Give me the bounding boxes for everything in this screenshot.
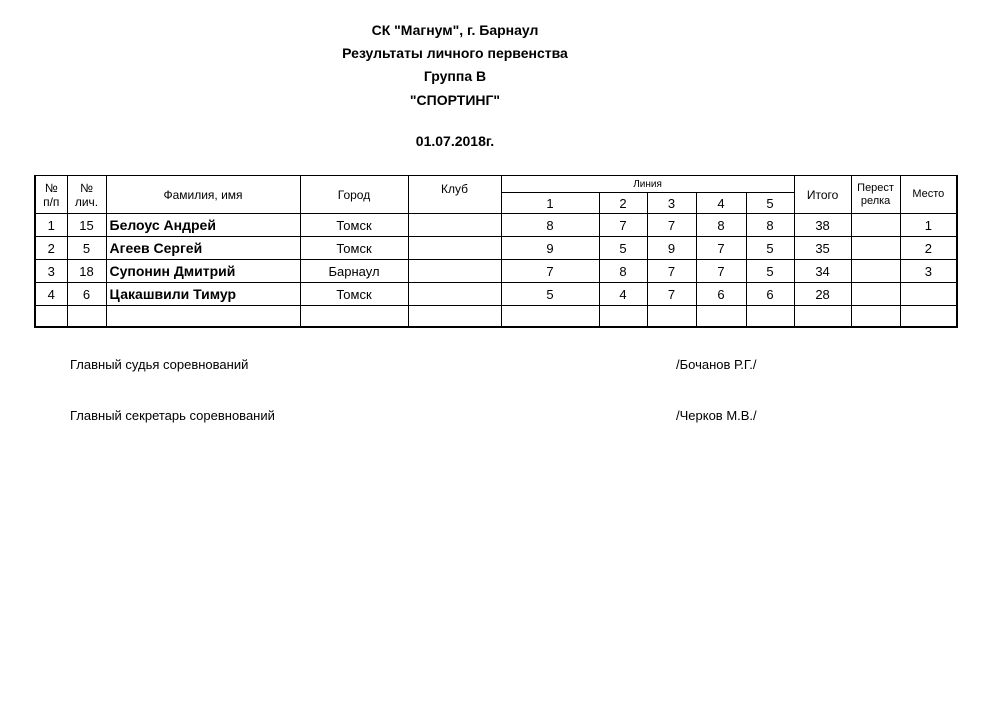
cell-line-score: 5 <box>746 237 794 260</box>
cell-line-score: 7 <box>647 260 696 283</box>
cell-line-score: 8 <box>696 214 746 237</box>
cell-city: Томск <box>300 283 408 306</box>
cell-line-score: 6 <box>746 283 794 306</box>
cell-number: 1 <box>35 214 67 237</box>
cell-city: Томск <box>300 214 408 237</box>
cell-club <box>408 214 501 237</box>
cell-line-score: 5 <box>501 283 599 306</box>
cell-empty <box>35 306 67 328</box>
cell-line-score: 7 <box>647 214 696 237</box>
column-header-club: Клуб <box>408 176 501 214</box>
cell-name: Цакашвили Тимур <box>106 283 300 306</box>
table-header-row <box>35 176 957 193</box>
cell-line-score: 8 <box>599 260 647 283</box>
cell-line-score: 4 <box>599 283 647 306</box>
column-header-city: Город <box>300 176 408 214</box>
cell-city: Барнаул <box>300 260 408 283</box>
cell-number: 2 <box>35 237 67 260</box>
chief-secretary-label: Главный секретарь соревнований <box>70 408 275 423</box>
results-table <box>34 175 958 328</box>
cell-line-score: 9 <box>647 237 696 260</box>
cell-shootoff <box>851 214 900 237</box>
table-row <box>35 283 957 306</box>
line-number-header: 2 <box>599 193 647 214</box>
column-header-shootoff <box>851 176 900 214</box>
cell-line-score: 7 <box>501 260 599 283</box>
cell-license: 6 <box>67 283 106 306</box>
column-header-number-line2: п/п <box>43 194 60 209</box>
line-number-header: 4 <box>696 193 746 214</box>
cell-empty <box>408 306 501 328</box>
cell-license: 15 <box>67 214 106 237</box>
cell-place: 2 <box>900 237 957 260</box>
cell-number: 3 <box>35 260 67 283</box>
column-header-name: Фамилия, имя <box>106 176 300 214</box>
table-row <box>35 237 957 260</box>
cell-line-score: 7 <box>696 260 746 283</box>
column-header-license-line2: лич. <box>74 194 99 209</box>
cell-line-score: 8 <box>746 214 794 237</box>
cell-empty <box>696 306 746 328</box>
cell-place <box>900 283 957 306</box>
cell-total: 28 <box>794 283 851 306</box>
cell-club <box>408 237 501 260</box>
cell-line-score: 9 <box>501 237 599 260</box>
cell-line-score: 7 <box>696 237 746 260</box>
group-title: Группа В <box>423 68 487 84</box>
cell-total: 38 <box>794 214 851 237</box>
cell-shootoff <box>851 283 900 306</box>
column-header-license <box>67 176 106 214</box>
cell-club <box>408 283 501 306</box>
cell-empty <box>300 306 408 328</box>
cell-name: Супонин Дмитрий <box>106 260 300 283</box>
table-row <box>35 260 957 283</box>
cell-empty <box>794 306 851 328</box>
chief-secretary-name: /Черков М.В./ <box>676 408 757 423</box>
column-header-shootoff-line2: релка <box>860 194 891 207</box>
cell-line-score: 7 <box>599 214 647 237</box>
cell-shootoff <box>851 260 900 283</box>
chief-judge-label: Главный судья соревнований <box>70 357 249 372</box>
cell-empty <box>106 306 300 328</box>
column-header-lines: Линия <box>501 176 794 193</box>
column-header-number-line1: № <box>44 180 58 195</box>
cell-license: 5 <box>67 237 106 260</box>
cell-line-score: 5 <box>746 260 794 283</box>
cell-line-score: 6 <box>696 283 746 306</box>
cell-license: 18 <box>67 260 106 283</box>
cell-empty <box>599 306 647 328</box>
line-number-header: 1 <box>501 193 599 214</box>
cell-place: 3 <box>900 260 957 283</box>
cell-name: Белоус Андрей <box>106 214 300 237</box>
cell-total: 35 <box>794 237 851 260</box>
column-header-license-line1: № <box>80 180 93 195</box>
cell-line-score: 7 <box>647 283 696 306</box>
column-header-number <box>35 176 67 214</box>
document-title: Результаты личного первенства <box>342 45 568 61</box>
cell-number: 4 <box>35 283 67 306</box>
cell-empty <box>501 306 599 328</box>
event-date: 01.07.2018г. <box>415 133 495 149</box>
column-header-place: Место <box>900 176 957 214</box>
cell-club <box>408 260 501 283</box>
column-header-total: Итого <box>794 176 851 214</box>
cell-line-score: 8 <box>501 214 599 237</box>
cell-line-score: 5 <box>599 237 647 260</box>
cell-place: 1 <box>900 214 957 237</box>
discipline-title: "СПОРТИНГ" <box>409 92 501 108</box>
line-number-header: 5 <box>746 193 794 214</box>
cell-city: Томск <box>300 237 408 260</box>
organization-title: СК "Магнум", г. Барнаул <box>371 22 539 38</box>
cell-name: Агеев Сергей <box>106 237 300 260</box>
cell-empty <box>900 306 957 328</box>
table-row <box>35 214 957 237</box>
chief-judge-name: /Бочанов Р.Г./ <box>676 357 757 372</box>
column-header-shootoff-line1: Перест <box>857 181 894 194</box>
cell-total: 34 <box>794 260 851 283</box>
cell-empty <box>67 306 106 328</box>
cell-empty <box>647 306 696 328</box>
line-number-header: 3 <box>647 193 696 214</box>
cell-empty <box>746 306 794 328</box>
table-row-empty <box>35 306 957 328</box>
cell-empty <box>851 306 900 328</box>
cell-shootoff <box>851 237 900 260</box>
